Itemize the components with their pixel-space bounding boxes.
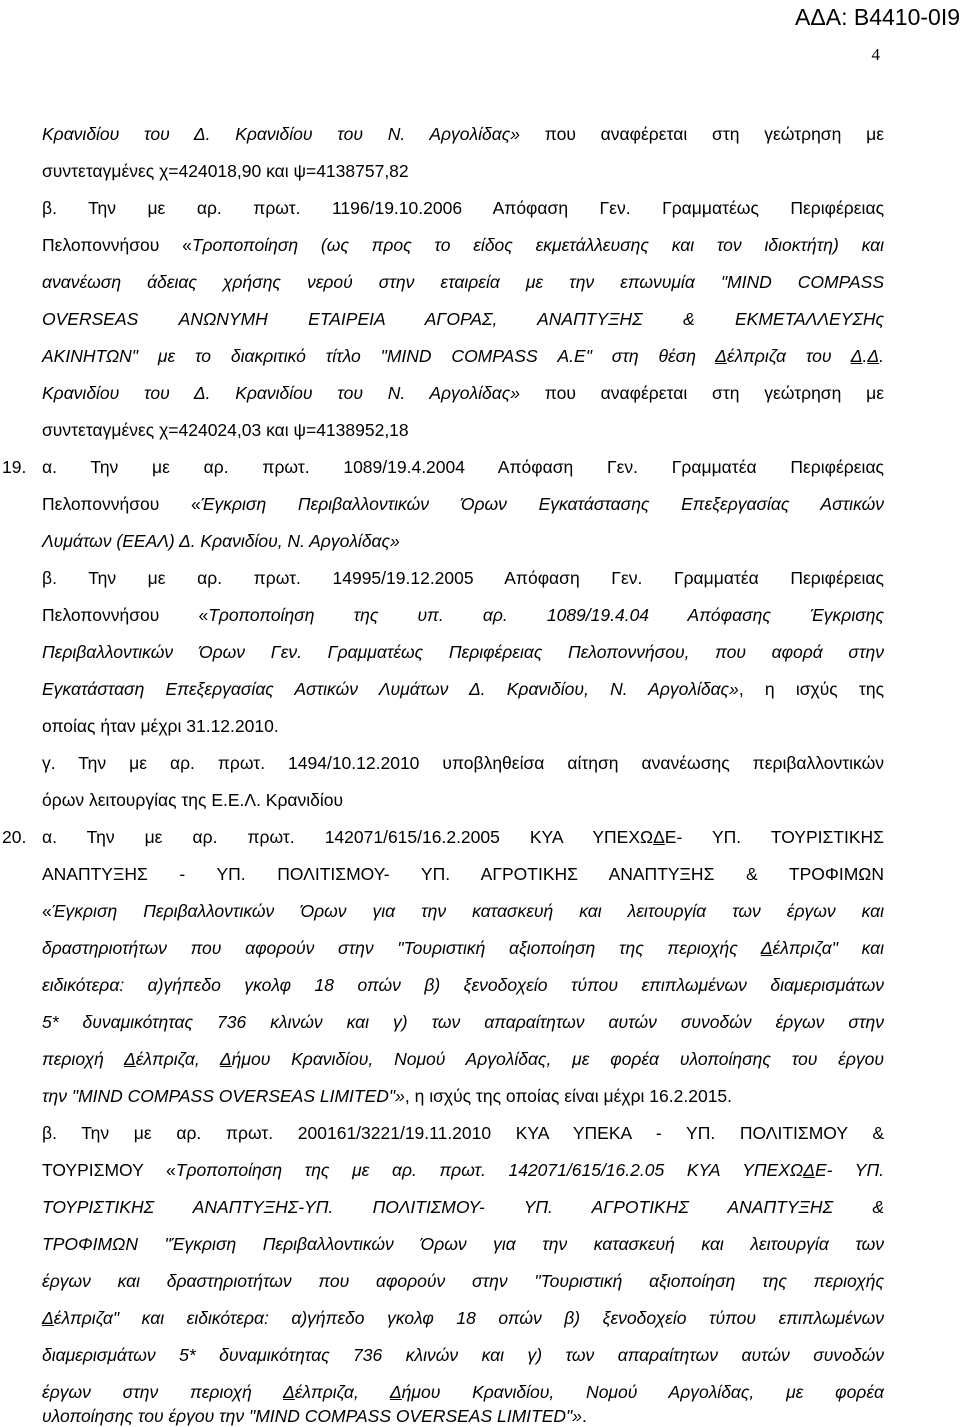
text-line: ανανέωση άδειας χρήσης νερού στην εταιρεία με την επωνυμία "MIND COMPASS — [42, 272, 884, 292]
page-number: 4 — [871, 45, 880, 64]
text-line: α. Την με αρ. πρωτ. 1089/19.4.2004 Απόφαση Γεν. Γραμματέα Περιφέρειας — [42, 457, 884, 477]
item-number: 19. — [2, 457, 27, 477]
text-line: έργων στην περιοχή Δέλπριζα, Δήμου Κρανιδίου, Νομού Αργολίδας, με φορέα — [42, 1382, 884, 1402]
text-line: υλοποίησης του έργου την "MIND COMPASS OVERSEAS LIMITED"». — [42, 1406, 587, 1426]
text-line: β. Την με αρ. πρωτ. 1196/19.10.2006 Απόφαση Γεν. Γραμματέως Περιφέρειας — [42, 198, 884, 218]
text-line: Λυμάτων (ΕΕΑΛ) Δ. Κρανιδίου, Ν. Αργολίδας» — [42, 531, 400, 551]
text-line: ειδικότερα: α)γήπεδο γκολφ 18 οπών β) ξενοδοχείο τύπου επιπλωμένων διαμερισμάτων — [42, 975, 884, 995]
text-line: OVERSEAS ΑΝΩΝΥΜΗ ΕΤΑΙΡΕΙΑ ΑΓΟΡΑΣ, ΑΝΑΠΤΥΞΗΣ & ΕΚΜΕΤΑΛΛΕΥΣΗς — [42, 309, 884, 329]
text-line: ΑΚΙΝΗΤΩΝ" με το διακριτικό τίτλο "MIND COMPASS Α.Ε" στη θέση Δέλπριζα του Δ.Δ. — [42, 346, 884, 366]
text-line: οποίας ήταν μέχρι 31.12.2010. — [42, 716, 279, 736]
text-line: 5* δυναμικότητας 736 κλινών και γ) των απαραίτητων αυτών συνοδών έργων στην — [42, 1012, 884, 1032]
text-line: ΤΡΟΦΙΜΩΝ "Έγκριση Περιβαλλοντικών Όρων για την κατασκευή και λειτουργία των — [42, 1234, 884, 1254]
text-line: Εγκατάσταση Επεξεργασίας Αστικών Λυμάτων Δ. Κρανιδίου, Ν. Αργολίδας», η ισχύς της — [42, 679, 885, 699]
text-line: γ. Την με αρ. πρωτ. 1494/10.12.2010 υποβληθείσα αίτηση ανανέωσης περιβαλλοντικών — [42, 753, 884, 773]
text-line: Πελοποννήσου «Τροποποίηση (ως προς το είδος εκμετάλλευσης και τον ιδιοκτήτη) και — [42, 235, 884, 255]
text-line: β. Την με αρ. πρωτ. 14995/19.12.2005 Απόφαση Γεν. Γραμματέα Περιφέρειας — [42, 568, 884, 588]
text-line: Περιβαλλοντικών Όρων Γεν. Γραμματέως Περιφέρειας Πελοποννήσου, που αφορά στην — [42, 642, 884, 662]
text-line: την "MIND COMPASS OVERSEAS LIMITED"», η ισχύς της οποίας είναι μέχρι 16.2.2015. — [42, 1086, 733, 1106]
text-line: δραστηριοτήτων που αφορούν στην "Τουριστική αξιοποίηση της περιοχής Δέλπριζα" και — [42, 938, 884, 958]
text-line: α. Την με αρ. πρωτ. 142071/615/16.2.2005 ΚΥΑ ΥΠΕΧΩΔΕ- ΥΠ. ΤΟΥΡΙΣΤΙΚΗΣ — [42, 827, 884, 847]
text-line: συντεταγμένες χ=424024,03 και ψ=4138952,18 — [42, 420, 409, 440]
text-line: Κρανιδίου του Δ. Κρανιδίου του Ν. Αργολίδας» που αναφέρεται στη γεώτρηση με — [42, 383, 885, 403]
text-line: ΤΟΥΡΙΣΤΙΚΗΣ ΑΝΑΠΤΥΞΗΣ-ΥΠ. ΠΟΛΙΤΙΣΜΟΥ- ΥΠ. ΑΓΡΟΤΙΚΗΣ ΑΝΑΠΤΥΞΗΣ & — [42, 1197, 884, 1217]
text-line: ΑΝΑΠΤΥΞΗΣ - ΥΠ. ΠΟΛΙΤΙΣΜΟΥ- ΥΠ. ΑΓΡΟΤΙΚΗΣ ΑΝΑΠΤΥΞΗΣ & ΤΡΟΦΙΜΩΝ — [42, 864, 884, 884]
text-line: διαμερισμάτων 5* δυναμικότητας 736 κλινών και γ) των απαραίτητων αυτών συνοδών — [42, 1345, 884, 1365]
ada-code: ΑΔΑ: Β4410-0Ι9 — [795, 4, 960, 30]
item-number: 20. — [2, 827, 27, 847]
text-line: Κρανιδίου του Δ. Κρανιδίου του Ν. Αργολίδας» που αναφέρεται στη γεώτρηση με — [42, 124, 885, 144]
text-line: όρων λειτουργίας της Ε.Ε.Λ. Κρανιδίου — [42, 790, 344, 810]
text-line: ΤΟΥΡΙΣΜΟΥ «Τροποποίηση της με αρ. πρωτ. 142071/615/16.2.05 ΚΥΑ ΥΠΕΧΩΔΕ- ΥΠ. — [42, 1160, 884, 1180]
text-line: Δέλπριζα" και ειδικότερα: α)γήπεδο γκολφ 18 οπών β) ξενοδοχείο τύπου επιπλωμένων — [42, 1308, 884, 1328]
text-line: «Έγκριση Περιβαλλοντικών Όρων για την κατασκευή και λειτουργία των έργων και — [42, 901, 884, 921]
text-line: Πελοποννήσου «Έγκριση Περιβαλλοντικών Όρων Εγκατάστασης Επεξεργασίας Αστικών — [42, 494, 884, 514]
text-line: έργων και δραστηριοτήτων που αφορούν στην "Τουριστική αξιοποίηση της περιοχής — [42, 1271, 884, 1291]
text-line: β. Την με αρ. πρωτ. 200161/3221/19.11.2010 ΚΥΑ ΥΠΕΚΑ - ΥΠ. ΠΟΛΙΤΙΣΜΟΥ & — [42, 1123, 884, 1143]
text-line: Πελοποννήσου «Τροποποίηση της υπ. αρ. 1089/19.4.04 Απόφασης Έγκρισης — [42, 605, 884, 625]
text-line: συντεταγμένες χ=424018,90 και ψ=4138757,82 — [42, 161, 409, 181]
text-line: περιοχή Δέλπριζα, Δήμου Κρανιδίου, Νομού Αργολίδας, με φορέα υλοποίησης του έργου — [42, 1049, 884, 1069]
